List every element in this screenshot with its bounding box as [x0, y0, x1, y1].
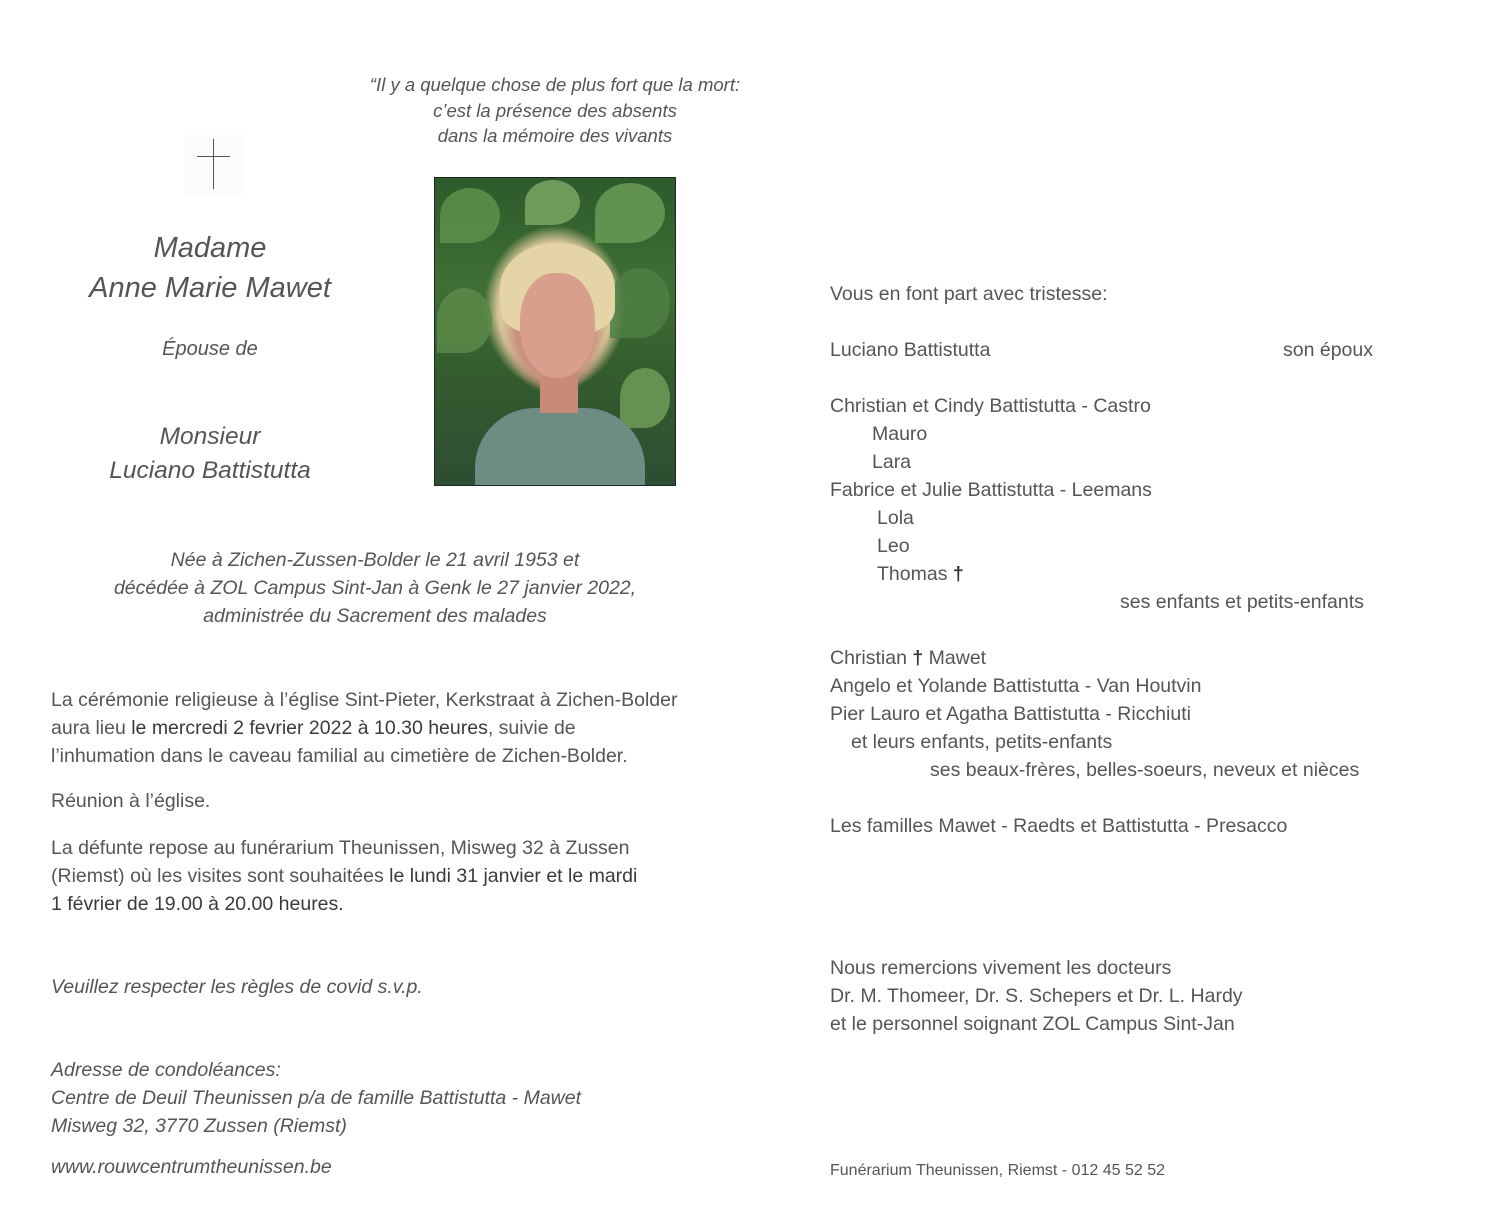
visits-line: (Riemst) où les visites sont souhaitées le lundi 31 janvier et le mardi	[51, 865, 638, 887]
deceased-title: Madame	[153, 232, 267, 264]
portrait-photo	[434, 177, 676, 486]
thanks-line: Nous remercions vivement les docteurs	[830, 957, 1172, 979]
condolences-line: Centre de Deuil Theunissen p/a de famille Battistutta - Mawet	[51, 1087, 582, 1109]
quote-line: c’est la présence des absents	[433, 99, 677, 121]
cross-icon	[184, 135, 244, 195]
family-child: Fabrice et Julie Battistutta - Leemans	[830, 479, 1152, 501]
grandchild: Leo	[877, 535, 910, 557]
spouse-name	[50, 420, 370, 488]
visits-line: La défunte repose au funérarium Theunissen, Misweg 32 à Zussen	[51, 837, 630, 859]
condolences-address	[51, 1056, 751, 1140]
visits-dates: le lundi 31 janvier et le mardi	[389, 865, 638, 887]
families-line: Les familles Mawet - Raedts et Battistutta - Presacco	[830, 815, 1288, 837]
death-line: décédée à ZOL Campus Sint-Jan à Genk le 27 janvier 2022,	[113, 577, 637, 599]
thanks-block	[830, 954, 1243, 1038]
quote-line: “Il y a quelque chose de plus fort que la mort:	[369, 74, 741, 95]
ceremony-line: l’inhumation dans le caveau familial au cimetière de Zichen-Bolder.	[51, 745, 628, 767]
family-sibling: Angelo et Yolande Battistutta - Van Houtvin	[830, 675, 1202, 697]
condolences-line: Misweg 32, 3770 Zussen (Riemst)	[51, 1115, 347, 1137]
family-intro: Vous en font part avec tristesse:	[830, 283, 1108, 305]
visits-info	[51, 834, 751, 918]
website-link[interactable]: www.rouwcentrumtheunissen.be	[51, 1156, 332, 1178]
children-role: ses enfants et petits-enfants	[1120, 591, 1364, 613]
birth-line: Née à Zichen-Zussen-Bolder le 21 avril 1953 et	[170, 549, 580, 571]
deceased-name	[50, 228, 370, 308]
grandchild: Lara	[872, 451, 912, 473]
grandchild: Thomas †	[877, 563, 964, 585]
family-sibling: Christian † Mawet	[830, 647, 987, 669]
family-sibling: Pier Lauro et Agatha Battistutta - Ricchiuti	[830, 703, 1191, 725]
family-spouse: Luciano Battistutta	[830, 339, 991, 361]
grandchild: Lola	[877, 507, 914, 529]
relation-label: Épouse de	[162, 338, 258, 360]
ceremony-date: le mercredi 2 fevrier 2022 à 10.30 heures	[131, 717, 488, 739]
covid-notice: Veuillez respecter les règles de covid s.v.p.	[51, 976, 423, 998]
thanks-line: et le personnel soignant ZOL Campus Sint-Jan	[830, 1013, 1235, 1035]
ceremony-line: La cérémonie religieuse à l’église Sint-Pieter, Kerkstraat à Zichen-Bolder	[51, 689, 678, 711]
family-spouse-role: son époux	[1283, 339, 1373, 361]
condolences-label: Adresse de condoléances:	[51, 1059, 281, 1081]
thanks-line: Dr. M. Thomeer, Dr. S. Schepers et Dr. L. Hardy	[830, 985, 1243, 1007]
footer-contact: Funérarium Theunissen, Riemst - 012 45 52 52	[830, 1162, 1165, 1179]
ceremony-info	[51, 686, 751, 770]
reunion-info: Réunion à l’église.	[51, 790, 211, 812]
dagger-icon: †	[912, 647, 924, 669]
ceremony-line: aura lieu le mercredi 2 fevrier 2022 à 10.30 heures, suivie de	[51, 717, 576, 739]
spouse-title: Monsieur	[159, 423, 261, 450]
family-child: Christian et Cindy Battistutta - Castro	[830, 395, 1151, 417]
dagger-icon: †	[952, 563, 964, 585]
sacrament-line: administrée du Sacrement des malades	[203, 605, 547, 627]
birth-death-info	[80, 546, 670, 630]
deceased-fullname: Anne Marie Mawet	[89, 272, 331, 304]
spouse-fullname: Luciano Battistutta	[109, 457, 311, 484]
their-children: et leurs enfants, petits-enfants	[851, 731, 1113, 753]
quote-line: dans la mémoire des vivants	[437, 125, 673, 146]
siblings-role: ses beaux-frères, belles-soeurs, neveux et nièces	[930, 759, 1360, 781]
quote	[340, 72, 770, 149]
visits-hours: 1 février de 19.00 à 20.00 heures.	[51, 893, 344, 915]
grandchild: Mauro	[872, 423, 928, 445]
